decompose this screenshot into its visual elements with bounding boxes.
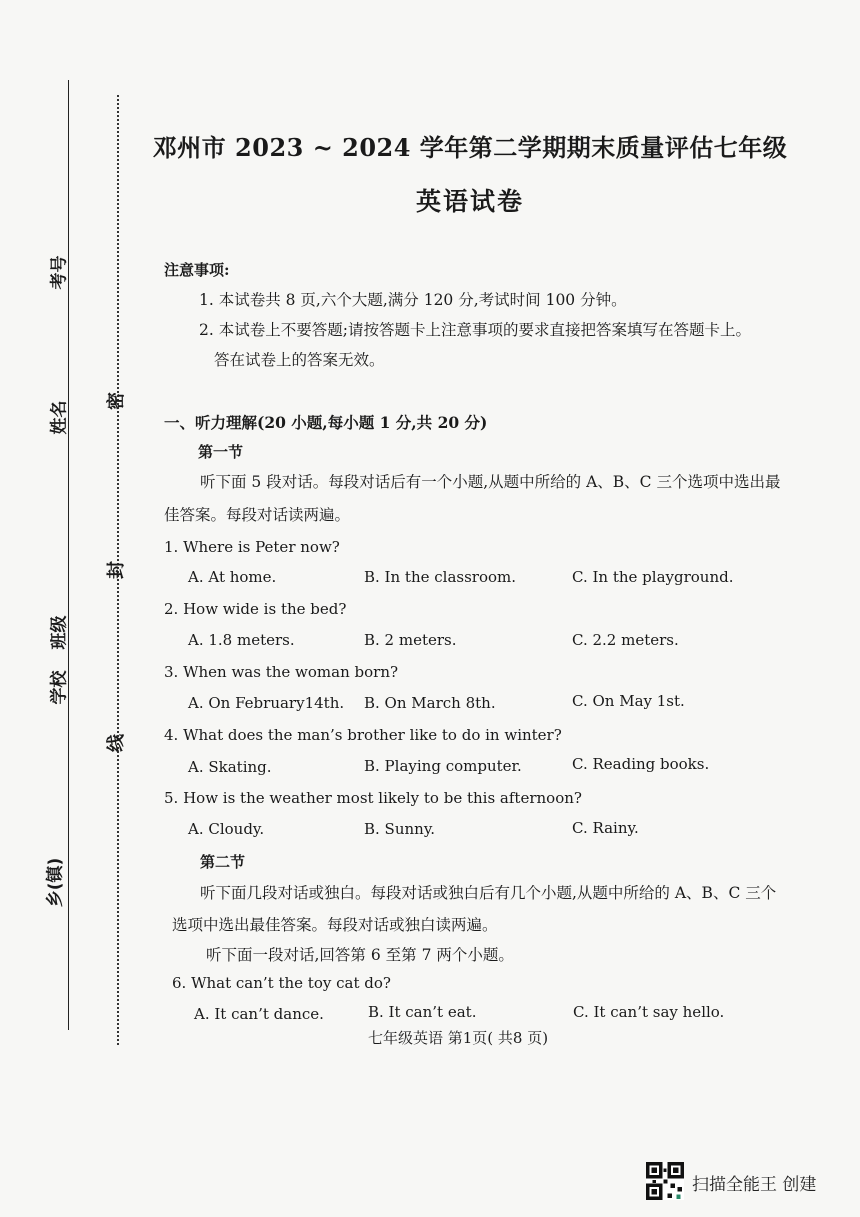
question-3: 3. When was the woman born? bbox=[164, 663, 399, 681]
q2-option-c: C. 2.2 meters. bbox=[572, 631, 679, 649]
exam-title: 邓州市 2023 ~ 2024 学年第二学期期末质量评估七年级 bbox=[152, 133, 788, 162]
part1-title: 第一节 bbox=[198, 443, 244, 461]
q2-option-a: A. 1.8 meters. bbox=[188, 631, 295, 649]
part2-title: 第二节 bbox=[200, 853, 246, 871]
class-label: 班级 bbox=[49, 615, 70, 650]
part2-instruction-line2: 选项中选出最佳答案。每段对话或独白读两遍。 bbox=[172, 916, 498, 934]
section-heading: 一、听力理解(20 小题,每小题 1 分,共 20 分) bbox=[164, 413, 488, 432]
binding-line bbox=[68, 80, 69, 1030]
notice-item-2-cont: 答在试卷上的答案无效。 bbox=[214, 351, 385, 369]
q3-option-b: B. On March 8th. bbox=[364, 694, 496, 712]
q1-option-c: C. In the playground. bbox=[572, 568, 734, 586]
q3-option-c: C. On May 1st. bbox=[572, 692, 685, 710]
q4-option-b: B. Playing computer. bbox=[364, 757, 522, 775]
name-label: 姓名 bbox=[49, 400, 70, 435]
qr-code-icon bbox=[646, 1162, 684, 1200]
q4-option-c: C. Reading books. bbox=[572, 755, 710, 773]
q6-option-b: B. It can’t eat. bbox=[368, 1003, 477, 1021]
q2-option-b: B. 2 meters. bbox=[364, 631, 457, 649]
part1-instruction-line1: 听下面 5 段对话。每段对话后有一个小题,从题中所给的 A、B、C 三个选项中选出最 bbox=[200, 473, 781, 491]
question-6: 6. What can’t the toy cat do? bbox=[172, 974, 391, 992]
q5-option-a: A. Cloudy. bbox=[188, 820, 265, 838]
notice-item-1: 1. 本试卷共 8 页,六个大题,满分 120 分,考试时间 100 分钟。 bbox=[199, 291, 627, 309]
question-1: 1. Where is Peter now? bbox=[164, 538, 340, 556]
question-2: 2. How wide is the bed? bbox=[164, 600, 347, 618]
q4-option-a: A. Skating. bbox=[188, 758, 272, 776]
notice-heading: 注意事项: bbox=[164, 261, 230, 279]
q1-option-b: B. In the classroom. bbox=[364, 568, 517, 586]
q1-option-a: A. At home. bbox=[188, 568, 277, 586]
seal-char-xian: 线 bbox=[106, 734, 127, 752]
question-5: 5. How is the weather most likely to be this afternoon? bbox=[164, 789, 582, 807]
q5-option-b: B. Sunny. bbox=[364, 820, 436, 838]
q5-option-c: C. Rainy. bbox=[572, 819, 639, 837]
town-label: 乡(镇) bbox=[45, 857, 66, 908]
q6-option-c: C. It can’t say hello. bbox=[573, 1003, 725, 1021]
part2-instruction-line1: 听下面几段对话或独白。每段对话或独白后有几个小题,从题中所给的 A、B、C 三个 bbox=[200, 884, 777, 902]
school-label: 学校 bbox=[49, 670, 70, 705]
scanner-watermark: 扫描全能王 创建 bbox=[692, 1175, 817, 1195]
part2-subinstruction: 听下面一段对话,回答第 6 至第 7 两个小题。 bbox=[206, 946, 514, 964]
page-footer: 七年级英语 第1页( 共8 页) bbox=[368, 1029, 549, 1047]
exam-number-label: 考号 bbox=[49, 255, 70, 290]
seal-char-mi: 密 bbox=[106, 392, 127, 410]
q3-option-a: A. On February14th. bbox=[188, 694, 345, 712]
notice-item-2: 2. 本试卷上不要答题;请按答题卡上注意事项的要求直接把答案填写在答题卡上。 bbox=[199, 321, 751, 339]
seal-char-feng: 封 bbox=[106, 561, 127, 579]
question-4: 4. What does the man’s brother like to do in winter? bbox=[164, 726, 562, 744]
exam-subtitle: 英语试卷 bbox=[415, 187, 524, 216]
part1-instruction-line2: 佳答案。每段对话读两遍。 bbox=[164, 506, 351, 524]
q6-option-a: A. It can’t dance. bbox=[194, 1005, 324, 1023]
